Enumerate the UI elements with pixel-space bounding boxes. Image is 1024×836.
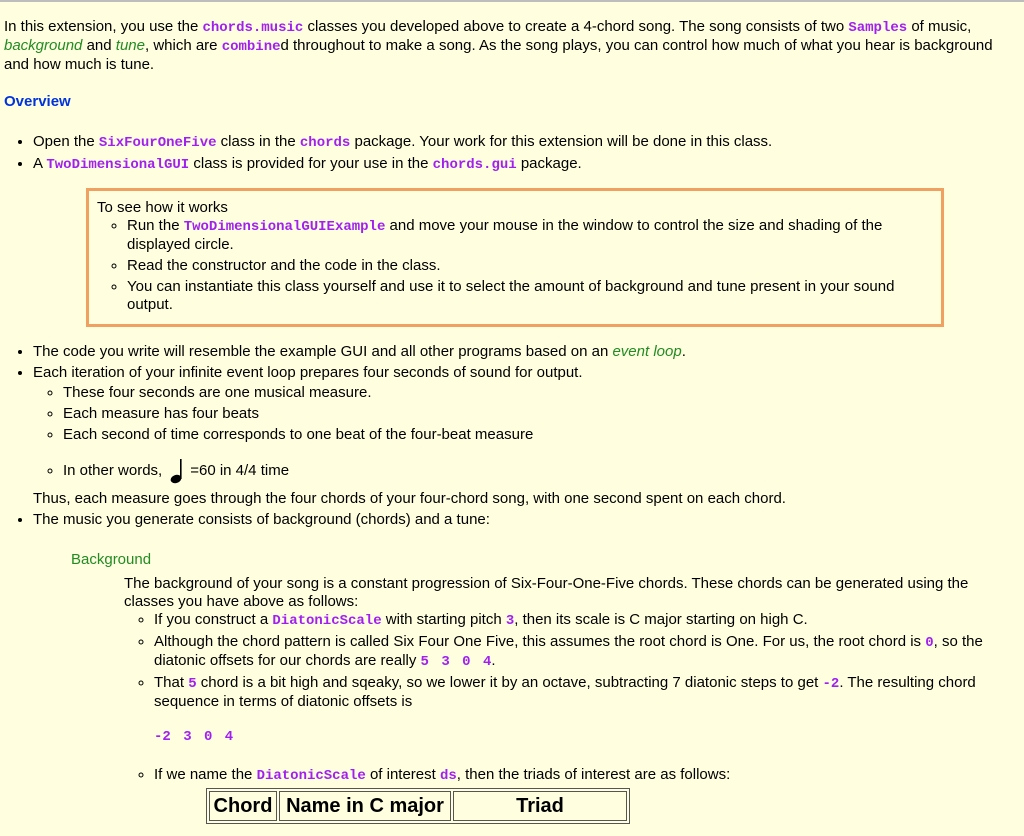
item-text: That <box>154 674 189 691</box>
list-item <box>33 343 1014 361</box>
item-text: , so the diatonic offsets for our chords are really <box>154 633 983 669</box>
code-diatonicscale: DiatonicScale <box>272 613 382 629</box>
item-text: . The resulting chord sequence in terms of diatonic offsets is <box>154 674 976 710</box>
list-item <box>127 278 933 314</box>
item-text: The music you generate consists of background (chords) and a tune: <box>33 511 490 528</box>
code-samples: Samples <box>848 20 908 36</box>
background-paragraph: The background of your song is a constant progression of Six-Four-One-Five chords. These chords can be generated using the classes you have above as follows: <box>124 575 969 610</box>
list-item <box>154 674 1014 746</box>
item-text: If we name the <box>154 766 257 783</box>
header-name-in-c-major: Name in C major <box>279 791 451 821</box>
code-root: 0 <box>925 635 934 651</box>
item-text: =60 in 4/4 time <box>190 461 290 479</box>
box-title: To see how it works <box>97 199 228 216</box>
background-list <box>124 611 1014 785</box>
bullet-list-1 <box>4 133 1014 174</box>
item-text: Read the constructor and the code in the class. <box>127 257 441 274</box>
item-text: Run the <box>127 217 184 234</box>
intro-text: In this extension, you use the <box>4 18 203 35</box>
list-item <box>33 364 1014 508</box>
intro-text: classes you developed above to create a 4-chord song. The song consists of two <box>303 18 849 35</box>
list-item: ◦ Each second of time corresponds to one beat of the four-beat measure <box>63 426 1014 444</box>
bullet-list-2 <box>4 343 1014 785</box>
list-item <box>63 458 1014 484</box>
list-item <box>33 155 1014 174</box>
item-text: . <box>491 652 496 669</box>
code-chords: chords <box>299 135 351 151</box>
item-text: You can instantiate this class yourself and use it to select the amount of background and tune present in your sound output. <box>127 278 895 313</box>
table-header-row <box>209 791 627 821</box>
term-event-loop: event loop <box>612 343 682 360</box>
code-chords-gui: chords.gui <box>432 157 517 173</box>
background-heading: Background <box>71 551 152 568</box>
list-item <box>127 257 933 275</box>
item-text: Open the <box>33 133 99 150</box>
intro-text: , which are <box>144 37 222 54</box>
top-rule <box>0 0 1024 2</box>
intro-text: d throughout to make a song. As the song plays, you can control how much of what you hear is background and how much is tune. <box>4 37 993 73</box>
item-text: chord is a bit high and sqeaky, so we lower it by an octave, subtracting 7 diatonic steps to get <box>196 674 823 691</box>
quarter-note-icon <box>170 458 184 484</box>
item-text: Each iteration of your infinite event loop prepares four seconds of sound for output. <box>33 364 583 381</box>
code-combine: combine <box>221 39 281 55</box>
intro-text: of music, <box>907 18 972 35</box>
list-item <box>154 633 1014 671</box>
overview-heading: Overview <box>4 93 71 110</box>
triads-table <box>206 788 630 824</box>
term-tune: tune <box>115 37 145 54</box>
item-text: Although the chord pattern is called Six Four One Five, this assumes the root chord is One. For us, the root chord is <box>154 633 926 650</box>
offset-sequence <box>154 727 1014 746</box>
item-text: class is provided for your use in the <box>189 155 433 172</box>
item-text: , then its scale is C major starting on high C. <box>514 611 808 628</box>
intro-paragraph <box>4 18 1014 74</box>
code-chords-music: chords.music <box>202 20 304 36</box>
list-item <box>33 511 1014 785</box>
measure-sublist <box>33 384 1014 484</box>
list-item <box>154 766 1014 785</box>
item-text: . <box>681 343 686 360</box>
background-section <box>71 551 1014 785</box>
item-text: and move your mouse in the window to control the size and shading of the displayed circle. <box>127 217 883 253</box>
item-text: The code you write will resemble the example GUI and all other programs based on an <box>33 343 613 360</box>
term-background: background <box>4 37 83 54</box>
list-item: ◦ These four seconds are one musical measure. <box>63 384 1014 402</box>
item-text: A <box>33 155 47 172</box>
item-text: package. <box>516 155 582 172</box>
header-triad: Triad <box>453 791 627 821</box>
item-text: with starting pitch <box>381 611 506 628</box>
intro-text: and <box>82 37 116 54</box>
how-it-works-box <box>86 188 944 327</box>
code-ds: ds <box>439 768 457 784</box>
code-offset-sequence: -2 3 0 4 <box>154 729 234 745</box>
code-pitch: 3 <box>505 613 515 629</box>
item-text: of interest <box>365 766 440 783</box>
code-diatonicscale: DiatonicScale <box>256 768 366 784</box>
item-text: package. Your work for this extension will be done in this class. <box>350 133 773 150</box>
item-text: If you construct a <box>154 611 273 628</box>
code-five: 5 <box>188 676 197 692</box>
item-text: class in the <box>216 133 300 150</box>
code-offsets: 5 3 0 4 <box>420 654 492 670</box>
list-item <box>127 217 933 254</box>
thus-text: Thus, each measure goes through the four chords of your four-chord song, with one second spent on each chord. <box>33 490 786 507</box>
list-item <box>33 133 1014 152</box>
code-twodimensionalgui: TwoDimensionalGUI <box>46 157 190 173</box>
code-twodimensionalguiexample: TwoDimensionalGUIExample <box>183 219 386 235</box>
page-content <box>4 18 1014 824</box>
code-sixfouronefive: SixFourOneFive <box>98 135 217 151</box>
item-text: In other words, <box>63 461 163 479</box>
background-body <box>124 575 1014 785</box>
box-list <box>97 217 933 314</box>
item-text: , then the triads of interest are as follows: <box>456 766 731 783</box>
header-chord: Chord <box>209 791 277 821</box>
list-item: ◦ Each measure has four beats <box>63 405 1014 423</box>
list-item <box>154 611 1014 630</box>
code-minus-two: -2 <box>822 676 840 692</box>
